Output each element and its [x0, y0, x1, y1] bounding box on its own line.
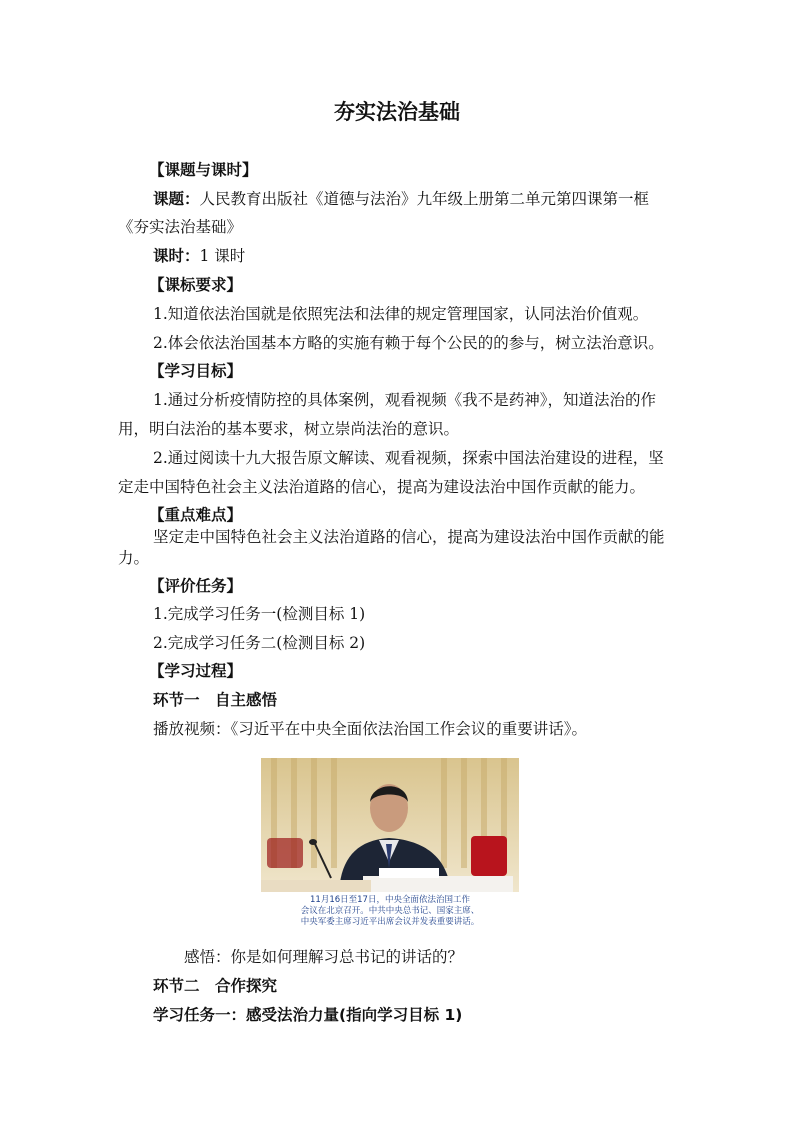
page-title: 夯实法治基础: [334, 100, 460, 124]
eval-2: 2.完成学习任务二(检测目标 2): [153, 634, 366, 652]
key-line-2: 力。: [118, 549, 150, 567]
standards-header: 【课标要求】: [149, 276, 243, 294]
goal-2-line-2: 定走中国特色社会主义法治道路的信心，提高为建设法治中国作贡献的能力。: [118, 478, 646, 496]
goal-2-line-1: 2.通过阅读十九大报告原文解读、观看视频，探索中国法治建设的进程，坚: [153, 449, 664, 467]
news-photo: [261, 758, 519, 933]
hours-line: [153, 246, 245, 266]
standard-1: 1.知道依法治国就是依照宪法和法律的规定管理国家，认同法治价值观。: [153, 305, 649, 323]
process-header: 【学习过程】: [149, 662, 243, 680]
photo-caption-line-1: 11月16日至17日，中央全面依法治国工作: [310, 895, 470, 905]
hours-value: 1 课时: [199, 247, 246, 265]
goal-1-line-2: 用，明白法治的基本要求，树立崇尚法治的意识。: [118, 420, 460, 438]
goals-header: 【学习目标】: [149, 362, 243, 380]
task1-title: 学习任务一：感受法治力量(指向学习目标 1): [153, 1006, 463, 1024]
key-line-1: 坚定走中国特色社会主义法治道路的信心，提高为建设法治中国作贡献的能: [153, 528, 665, 546]
step2-title: 环节二 合作探究: [153, 977, 278, 995]
topic-header: 【课题与课时】: [149, 161, 258, 179]
photo-caption-line-3: 中央军委主席习近平出席会议并发表重要讲话。: [300, 917, 480, 927]
hours-label: 课时：: [153, 247, 200, 265]
topic-line-1: [153, 189, 649, 209]
topic-label: 课题：: [153, 190, 200, 208]
topic-text: 人民教育出版社《道德与法治》九年级上册第二单元第四课第一框: [199, 190, 650, 208]
photo-caption: [261, 892, 519, 933]
standard-2: 2.体会依法治国基本方略的实施有赖于每个公民的的参与，树立法治意识。: [153, 334, 664, 352]
photo-caption-line-2: 会议在北京召开。中共中央总书记、国家主席、: [300, 906, 480, 916]
eval-header: 【评价任务】: [149, 577, 243, 595]
step1-title: 环节一 自主感悟: [153, 691, 278, 709]
goal-1-line-1: 1.通过分析疫情防控的具体案例，观看视频《我不是药神》，知道法治的作: [153, 391, 657, 409]
eval-1: 1.完成学习任务一(检测目标 1): [153, 605, 366, 623]
video-line: 播放视频：《习近平在中央全面依法治国工作会议的重要讲话》。: [153, 720, 588, 738]
meeting-photo-graphic: [261, 758, 519, 892]
topic-line-2: 《夯实法治基础》: [118, 218, 243, 236]
reflection-question: 感悟：你是如何理解习总书记的讲话的？: [184, 948, 464, 966]
key-header: 【重点难点】: [149, 506, 243, 524]
